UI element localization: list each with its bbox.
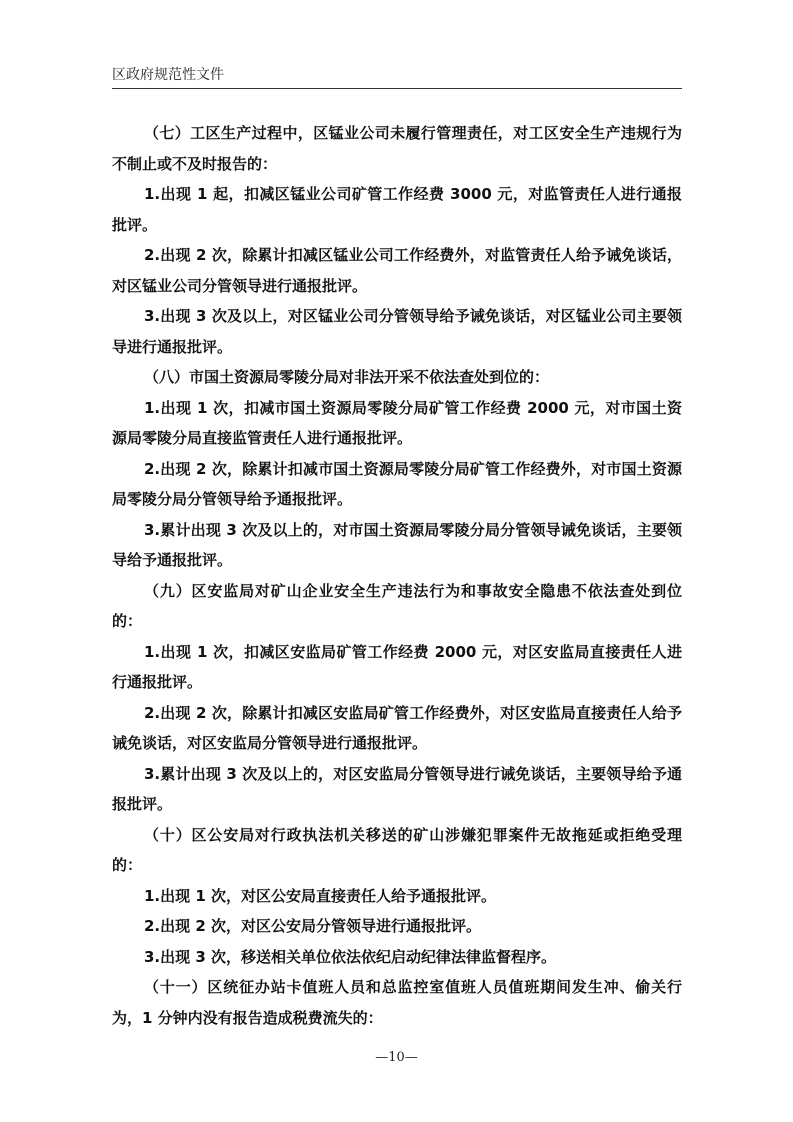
paragraph-clause-11: （十一）区统征办站卡值班人员和总监控室值班人员值班期间发生冲、偷关行为，1 分钟内没有报告造成税费流失的： (112, 978, 682, 1027)
paragraph-item: 3.出现 3 次及以上，对区锰业公司分管领导给予诫免谈话，对区锰业公司主要领导进行通报批评。 (112, 307, 682, 356)
paragraph-clause-7: （七）工区生产过程中，区锰业公司未履行管理责任，对工区安全生产违规行为不制止或不及时报告的： (112, 124, 682, 173)
running-header: 区政府规范性文件 (112, 67, 224, 83)
paragraph-item: 3.累计出现 3 次及以上的，对区安监局分管领导进行诫免谈话，主要领导给予通报批评。 (112, 764, 682, 813)
paragraph-item: 2.出现 2 次，除累计扣减区锰业公司工作经费外，对监管责任人给予诫免谈话，对区锰业公司分管领导进行通报批评。 (112, 246, 682, 295)
paragraph-item: 1.出现 1 起，扣减区锰业公司矿管工作经费 3000 元，对监管责任人进行通报批评。 (112, 185, 682, 234)
paragraph-item: 2.出现 2 次，对区公安局分管领导进行通报批评。 (144, 917, 482, 935)
paragraph-item: 2.出现 2 次，除累计扣减市国土资源局零陵分局矿管工作经费外，对市国土资源局零陵分局分管领导给予通报批评。 (112, 459, 682, 508)
paragraph-item: 1.出现 1 次，扣减市国土资源局零陵分局矿管工作经费 2000 元，对市国土资源局零陵分局直接监管责任人进行通报批评。 (112, 398, 682, 447)
paragraph-clause-10: （十）区公安局对行政执法机关移送的矿山涉嫌犯罪案件无故拖延或拒绝受理的： (112, 825, 682, 874)
paragraph-item: 1.出现 1 次，扣减区安监局矿管工作经费 2000 元，对区安监局直接责任人进行通报批评。 (112, 642, 682, 691)
paragraph-clause-9: （九）区安监局对矿山企业安全生产违法行为和事故安全隐患不依法查处到位的： (112, 581, 682, 630)
paragraph-clause-8: （八）市国土资源局零陵分局对非法开采不依法查处到位的： (144, 368, 550, 386)
page-number: —10— (375, 1050, 418, 1065)
document-body (112, 118, 682, 1033)
paragraph-item: 1.出现 1 次，对区公安局直接责任人给予通报批评。 (144, 886, 497, 905)
paragraph-item: 2.出现 2 次，除累计扣减区安监局矿管工作经费外，对区安监局直接责任人给予诫免谈话，对区安监局分管领导进行通报批评。 (112, 703, 682, 752)
header-divider (112, 88, 682, 89)
paragraph-item: 3.出现 3 次，移送相关单位依法依纪启动纪律法律监督程序。 (144, 947, 557, 966)
paragraph-item: 3.累计出现 3 次及以上的，对市国土资源局零陵分局分管领导诫免谈话，主要领导给予通报批评。 (112, 520, 682, 569)
